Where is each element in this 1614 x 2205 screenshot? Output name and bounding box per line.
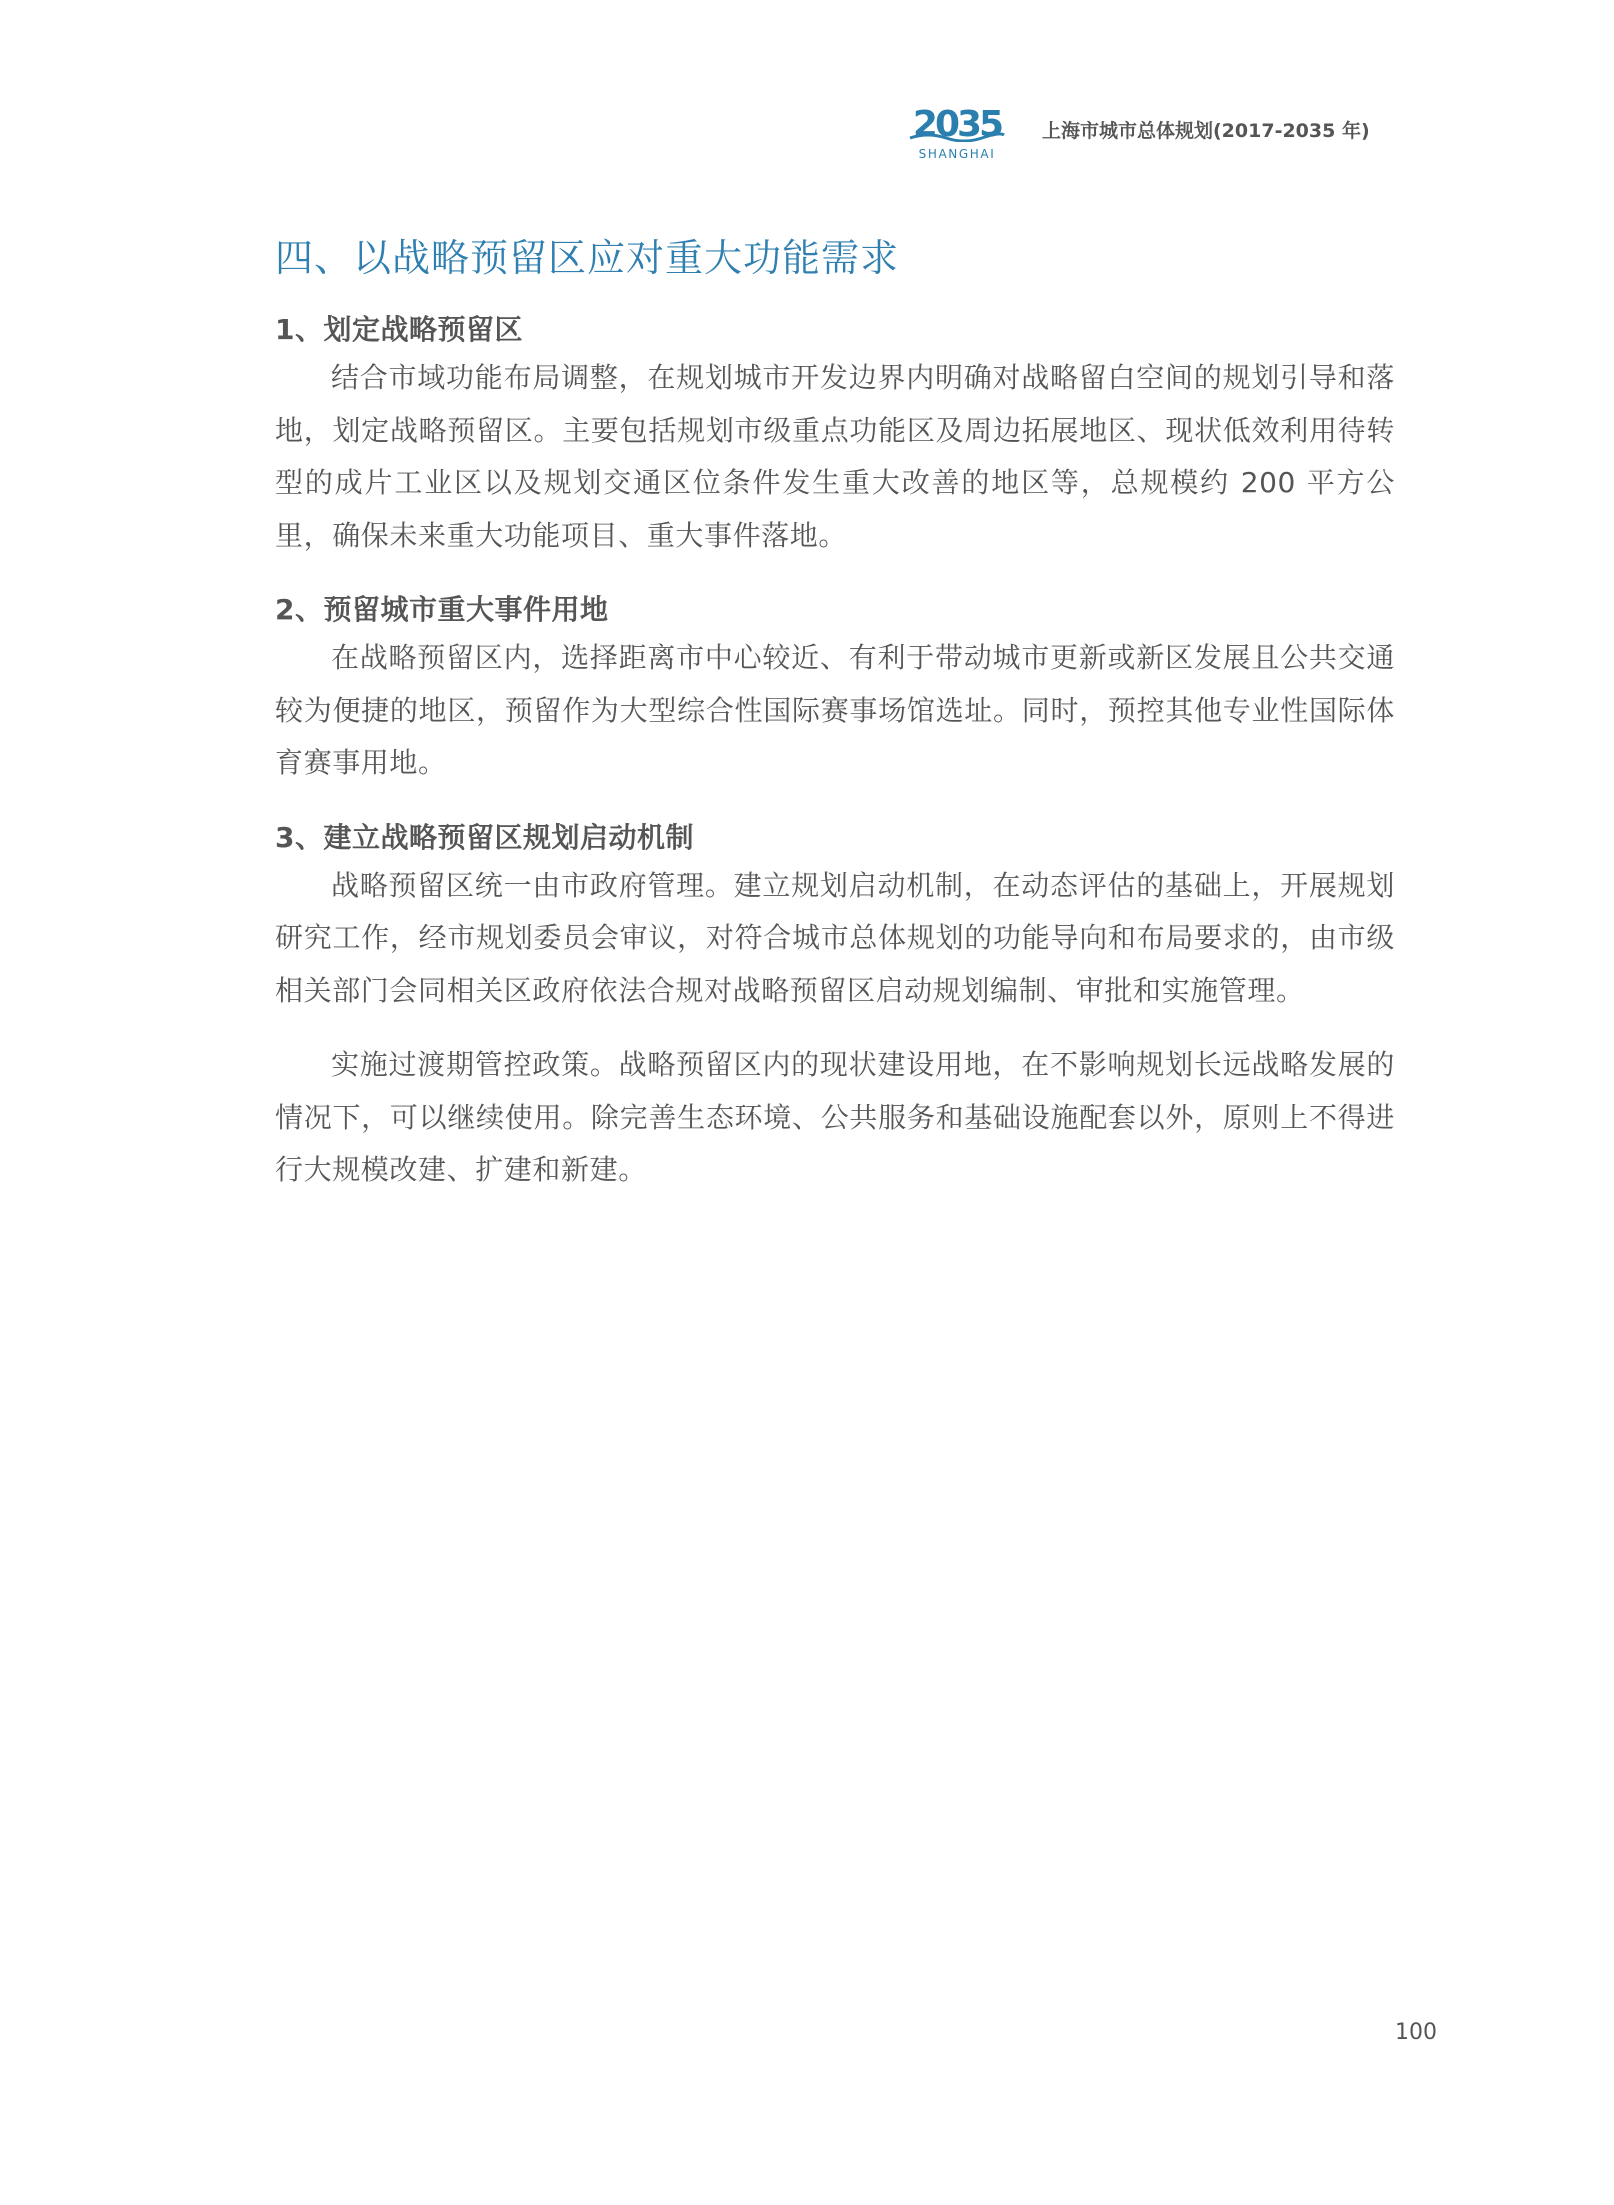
wave-icon	[908, 132, 1006, 142]
subsection-heading-2: 2、预留城市重大事件用地	[275, 593, 609, 626]
page-content	[275, 232, 1395, 1197]
section-title: 四、以战略预留区应对重大功能需求	[275, 236, 900, 280]
paragraph: 结合市域功能布局调整，在规划城市开发边界内明确对战略留白空间的规划引导和落地，划定战略预留区。主要包括规划市级重点功能区及周边拓展地区、现状低效利用待转型的成片工业区以及规划交通区位条件发生重大改善的地区等，总规模约 200 平方公里，确保未来重大功能项目、重大事件落地。	[275, 361, 1395, 552]
paragraph: 实施过渡期管控政策。战略预留区内的现状建设用地，在不影响规划长远战略发展的情况下，可以继续使用。除完善生态环境、公共服务和基础设施配套以外，原则上不得进行大规模改建、扩建和新建。	[275, 1048, 1395, 1186]
logo-number: 2035	[912, 104, 1002, 145]
paragraph: 战略预留区统一由市政府管理。建立规划启动机制，在动态评估的基础上，开展规划研究工作，经市规划委员会审议，对符合城市总体规划的功能导向和布局要求的，由市级相关部门会同相关区政府依法合规对战略预留区启动规划编制、审批和实施管理。	[275, 868, 1395, 1007]
page-number: 100	[1395, 2020, 1437, 2045]
shanghai-2035-logo	[904, 106, 1010, 164]
paragraph: 在战略预留区内，选择距离市中心较近、有利于带动城市更新或新区发展且公共交通较为便捷的地区，预留作为大型综合性国际赛事场馆选址。同时，预控其他专业性国际体育赛事用地。	[275, 641, 1395, 779]
page-header	[890, 100, 1410, 170]
subsection-heading-1: 1、划定战略预留区	[275, 313, 523, 346]
subsection-heading-3: 3、建立战略预留区规划启动机制	[275, 820, 694, 854]
logo-subtitle: SHANGHAI	[918, 147, 996, 161]
document-title: 上海市城市总体规划(2017-2035 年)	[1042, 120, 1370, 142]
